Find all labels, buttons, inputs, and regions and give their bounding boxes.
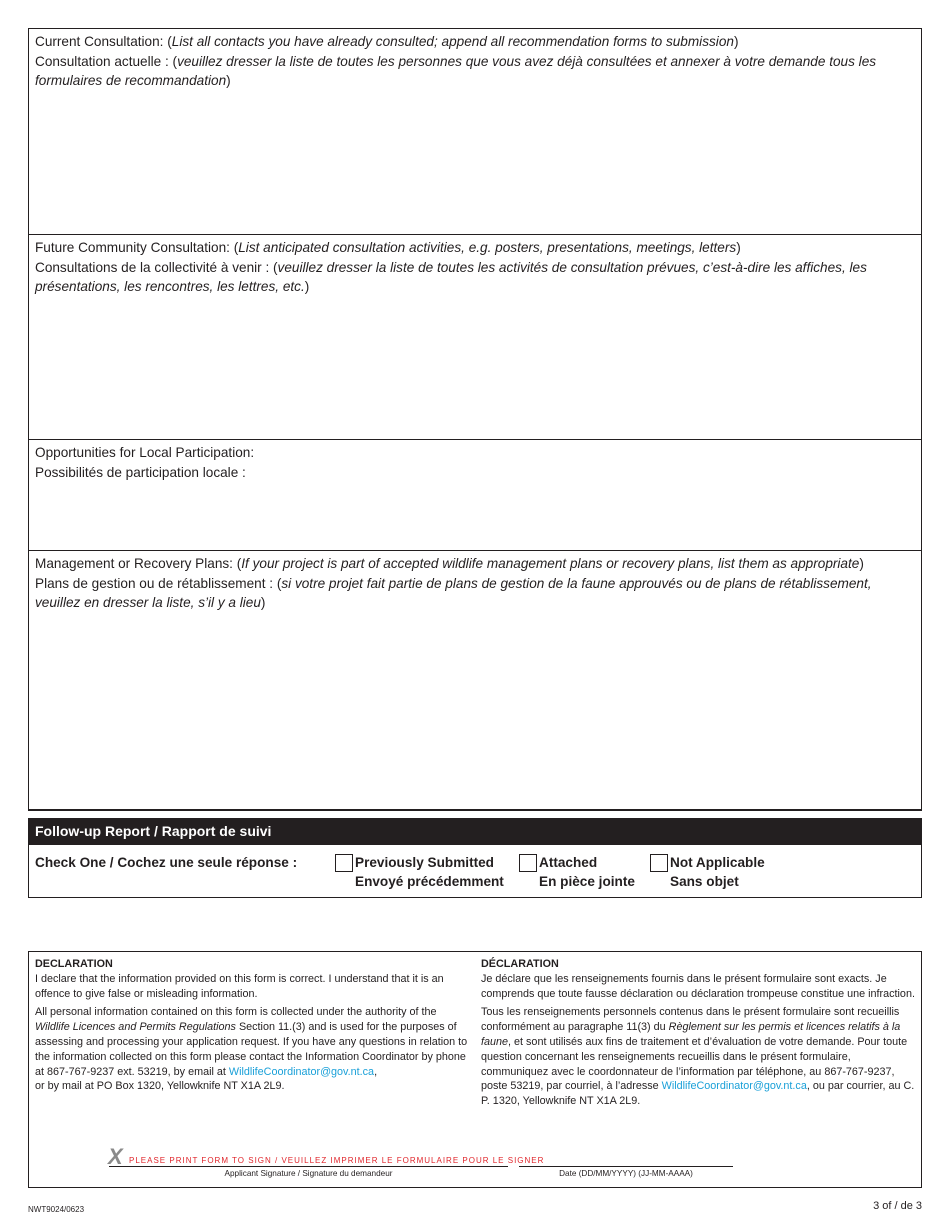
previously-submitted-label: Previously Submitted Envoyé précédemment	[355, 855, 504, 889]
declaration-statement-en: I declare that the information provided on this form is correct. I understand that it is an offence to give false or misleading information.	[35, 972, 444, 1000]
future-consultation-field[interactable]	[29, 235, 921, 440]
email-link-fr[interactable]: WildlifeCoordinator@gov.nt.ca	[661, 1080, 807, 1093]
declaration-title-fr: DÉCLARATION	[481, 958, 559, 970]
signature-x-icon: X	[108, 1144, 123, 1169]
previously-submitted-checkbox[interactable]	[335, 854, 353, 872]
privacy-notice-fr: Tous les renseignements personnels contenus dans le présent formulaire sont recueillis conformément au paragraphe 11(3) du Règlement sur les permis et licences relatifs à la faune, et sont utilisés aux fins de traitement et d’évaluation de votre demande. Pour toute question concernant les renseignements recueillis dans le présent formulaire, communiquez avec le coordonnateur de l’information par téléphone, au 867-767-9237, poste 53219, par courriel, à l’adresse WildlifeCoordinator@gov.nt.ca, ou par courrier, au C. P. 1320, Yellowknife NT X1A 2L9.	[481, 1006, 915, 1108]
print-to-sign-note: PLEASE PRINT FORM TO SIGN / VEUILLEZ IMPRIMER LE FORMULAIRE POUR LE SIGNER	[129, 1156, 545, 1165]
management-plans-label-en: Management or Recovery Plans: (If your project is part of accepted wildlife management plans or recovery plans, list them as appropriate)	[35, 556, 864, 571]
declaration-section	[28, 951, 922, 1188]
current-consultation-label-en: Current Consultation: (List all contacts you have already consulted; append all recommendation forms to submission)	[35, 34, 739, 49]
not-applicable-checkbox[interactable]	[650, 854, 668, 872]
declaration-statement-fr: Je déclare que les renseignements fournis dans le présent formulaire sont exacts. Je comprends que toute fausse déclaration ou déclaration trompeuse constitue une infraction.	[481, 972, 915, 1000]
future-consultation-label-en: Future Community Consultation: (List anticipated consultation activities, e.g. posters, presentations, meetings, letters)	[35, 240, 741, 255]
declaration-title-en: DECLARATION	[35, 958, 113, 970]
current-consultation-label-fr: Consultation actuelle : (veuillez dresser la liste de toutes les personnes que vous avez déjà consultées et annexer à votre demande tous les formulaires de recommandation)	[35, 53, 877, 88]
date-caption: Date (DD/MM/YYYY) (JJ-MM-AAAA)	[559, 1169, 693, 1178]
email-link-en[interactable]: WildlifeCoordinator@gov.nt.ca	[228, 1065, 375, 1078]
local-participation-label-en: Opportunities for Local Participation:	[35, 445, 255, 460]
date-signature-line[interactable]	[519, 1166, 733, 1167]
privacy-notice-en: All personal information contained on this form is collected under the authority of the Wildlife Licences and Permits Regulations Section 11.(3) and is used for the purposes of assessing and processing your application request. If you have any questions in relation to the information collected on this form please contact the Information Coordinator by phone at 867-767-9237 ext. 53219, by email at WildlifeCoordinator@gov.nt.ca, or by mail at PO Box 1320, Yellowknife NT X1A 2L9.	[35, 1006, 468, 1093]
management-plans-field[interactable]	[29, 551, 921, 810]
not-applicable-label: Not Applicable Sans objet	[670, 855, 765, 889]
form-code: NWT9024/0623	[28, 1205, 85, 1214]
applicant-signature-caption: Applicant Signature / Signature du demandeur	[224, 1169, 393, 1178]
page-number: 3 of / de 3	[873, 1200, 922, 1212]
followup-report-section	[28, 818, 922, 898]
declaration-french	[481, 957, 917, 1113]
attached-checkbox[interactable]	[519, 854, 537, 872]
current-consultation-field[interactable]	[29, 29, 921, 235]
local-participation-field[interactable]	[29, 440, 921, 551]
check-one-label: Check One / Cochez une seule réponse :	[35, 855, 298, 870]
management-plans-label-fr: Plans de gestion ou de rétablissement : (si votre projet fait partie de plans de gestion de la faune approuvés ou de plans de rétablissement, veuillez en dresser la liste, s’il y a lieu)	[35, 575, 872, 610]
applicant-signature-line[interactable]	[109, 1166, 508, 1167]
followup-report-header: Follow-up Report / Rapport de suivi	[29, 819, 921, 845]
consultation-section	[28, 28, 922, 811]
local-participation-label-fr: Possibilités de participation locale :	[35, 464, 246, 480]
future-consultation-label-fr: Consultations de la collectivité à venir : (veuillez dresser la liste de toutes les activités de consultation prévues, c’est-à-dire les affiches, les présentations, les rencontres, les lettres, etc.)	[35, 259, 867, 294]
attached-label: Attached En pièce jointe	[539, 855, 635, 889]
declaration-english	[35, 957, 471, 1098]
